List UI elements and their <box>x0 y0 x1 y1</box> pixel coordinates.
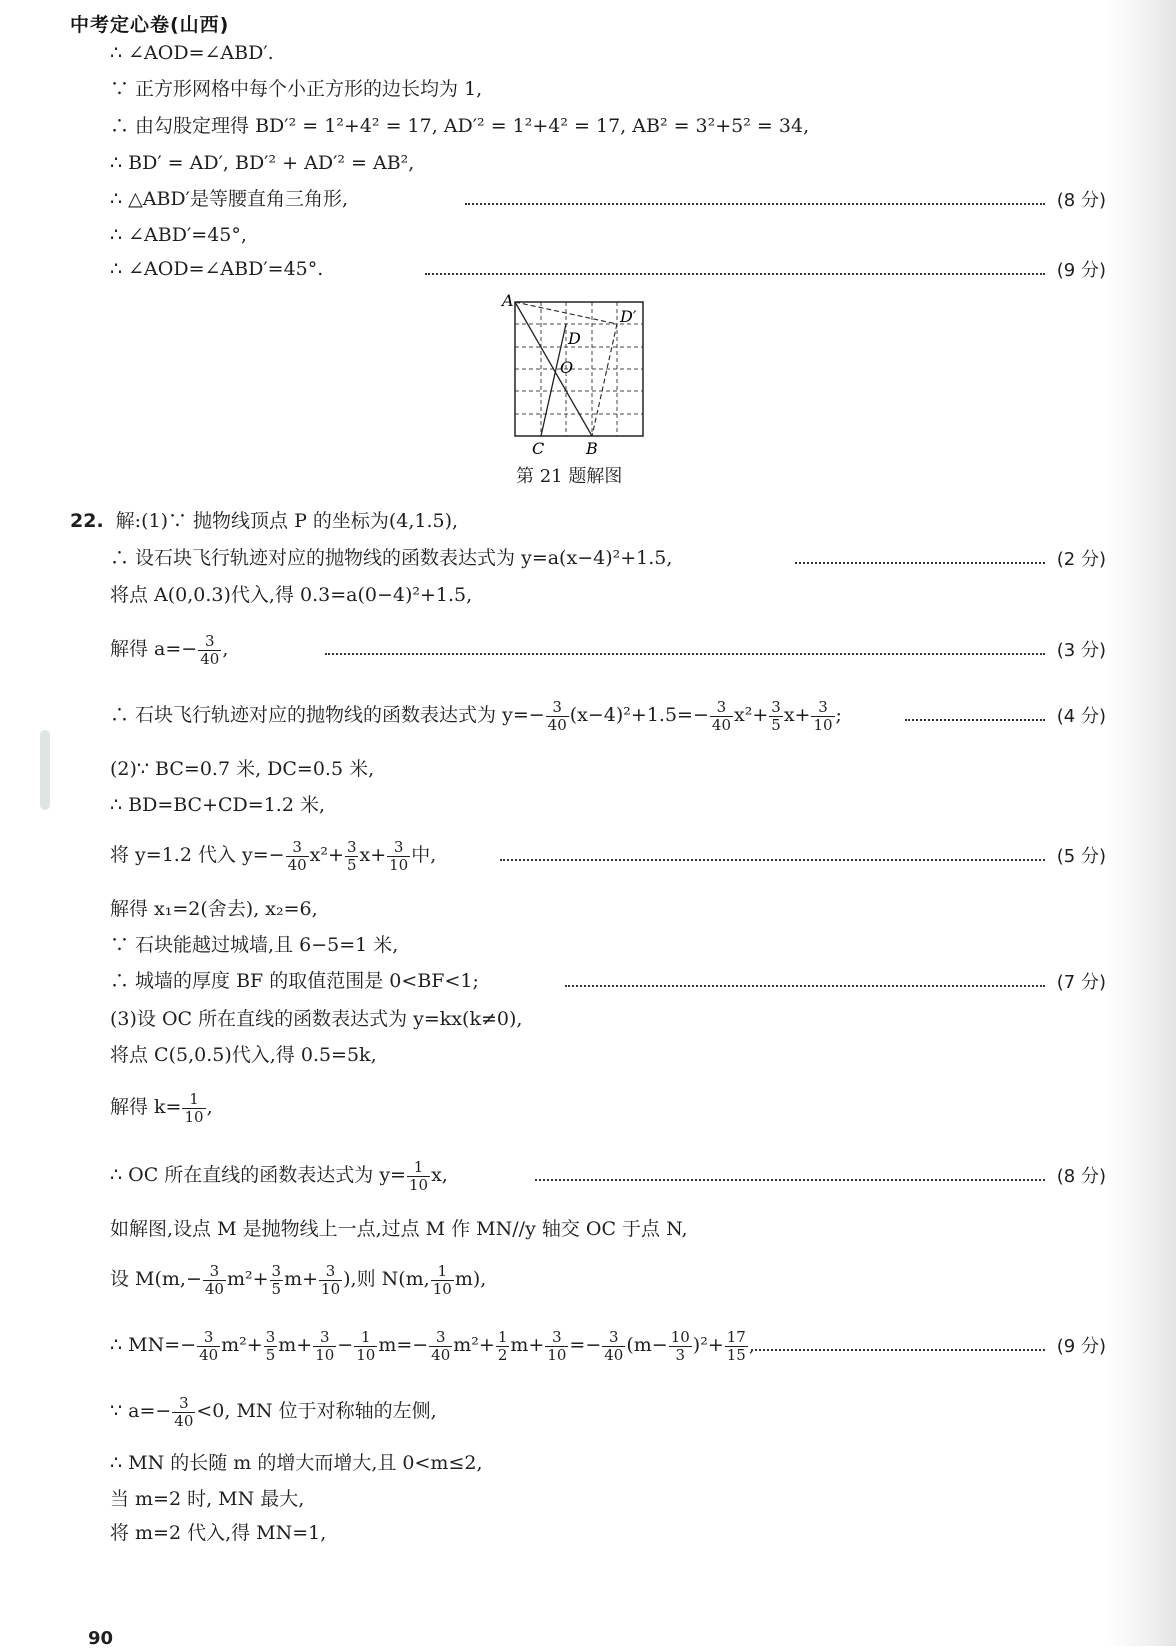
fraction-numerator: 3 <box>286 839 309 857</box>
fraction-denominator: 5 <box>346 855 357 874</box>
score-label: (5 分) <box>1056 846 1106 867</box>
solution-text: x+ <box>359 844 387 866</box>
solution-line: ∴ 设石块飞行轨迹对应的抛物线的函数表达式为 y=a(x−4)²+1.5, <box>110 547 673 569</box>
solution-text: ∴ MN=− <box>110 1334 197 1356</box>
solution-text: =− <box>569 1334 602 1356</box>
solution-line: 当 m=2 时, MN 最大, <box>110 1488 305 1510</box>
fraction-numerator: 1 <box>497 1327 508 1346</box>
point-label-a: A <box>502 292 514 310</box>
solution-line: (3)设 OC 所在直线的函数表达式为 y=kx(k≠0), <box>110 1008 523 1030</box>
point-label-c: C <box>532 439 545 458</box>
solution-text: x²+ <box>309 844 344 866</box>
figure-caption: 第 21 题解图 <box>516 466 623 487</box>
fraction <box>387 839 410 874</box>
solution-line: ∴ 由勾股定理得 BD′² = 1²+4² = 17, AD′² = 1²+4² = 17, AB² = 3²+5² = 34, <box>110 115 810 137</box>
score-leader <box>776 545 1106 571</box>
solution-line: ∵ 石块能越过城墙,且 6−5=1 米, <box>110 934 399 956</box>
solution-line: 如解图,设点 M 是抛物线上一点,过点 M 作 MN//y 轴交 OC 于点 N, <box>110 1218 688 1240</box>
fraction-denominator: 40 <box>547 715 567 734</box>
fraction-denominator: 3 <box>675 1345 686 1364</box>
solution-line: (2)∵ BC=0.7 米, DC=0.5 米, <box>110 758 375 780</box>
fraction <box>545 1329 568 1364</box>
solution-text: m=− <box>378 1334 429 1356</box>
solution-text: m+ <box>284 1268 319 1290</box>
fraction <box>354 1329 377 1364</box>
dot-leader <box>425 263 1045 275</box>
point-label-d: D <box>568 329 581 348</box>
fraction-denominator: 5 <box>771 715 781 734</box>
solution-text: x+ <box>783 704 811 726</box>
fraction-denominator: 10 <box>432 1279 452 1298</box>
solution-line <box>110 1082 1106 1132</box>
solution-text: <0, MN 位于对称轴的左侧, <box>196 1400 437 1422</box>
fraction-numerator: 3 <box>346 837 357 856</box>
fraction-denominator: 10 <box>547 1345 567 1364</box>
fraction-denominator: 40 <box>431 1345 451 1364</box>
fraction-numerator: 3 <box>197 1329 220 1347</box>
solution-text: )²+ <box>692 1334 724 1356</box>
fraction-numerator: 3 <box>602 1329 625 1347</box>
fraction-denominator: 40 <box>711 715 731 734</box>
solution-text: , <box>206 1096 213 1118</box>
fraction-denominator: 40 <box>204 1279 224 1298</box>
score-leader <box>891 702 1106 728</box>
fraction-denominator: 5 <box>271 1279 282 1298</box>
solution-line: ∴ BD=BC+CD=1.2 米, <box>110 794 326 816</box>
solution-text: m²+ <box>453 1334 495 1356</box>
fraction <box>270 1263 284 1298</box>
solution-line <box>70 508 1106 534</box>
solution-text: (m− <box>626 1334 668 1356</box>
fraction-numerator: 3 <box>429 1329 452 1347</box>
fraction-numerator: 3 <box>771 697 781 716</box>
score-label: (9 分) <box>1056 260 1106 281</box>
fraction-numerator: 3 <box>319 1263 342 1281</box>
solution-text: m+ <box>278 1334 313 1356</box>
solution-text: 解得 a=− <box>110 638 198 660</box>
fraction-denominator: 40 <box>604 1345 624 1364</box>
score-label: (2 分) <box>1056 549 1106 570</box>
solution-line <box>110 1386 1106 1436</box>
solution-text: ; <box>835 704 842 726</box>
fraction <box>197 1329 220 1364</box>
fraction <box>669 1329 692 1364</box>
fraction <box>182 1091 205 1126</box>
solution-text: ∴ △ABD′是等腰直角三角形, <box>110 188 349 210</box>
fraction-denominator: 10 <box>321 1279 341 1298</box>
solution-text: ),则 N(m, <box>343 1268 430 1290</box>
fraction-denominator: 10 <box>389 855 409 874</box>
solution-line: ∴ BD′ = AD′, BD′² + AD′² = AB², <box>110 152 415 174</box>
solution-text: m+ <box>510 1334 545 1356</box>
fraction <box>203 1263 226 1298</box>
fraction <box>546 699 569 734</box>
fraction-numerator: 3 <box>198 633 221 651</box>
score-label: (7 分) <box>1056 972 1106 993</box>
fraction-denominator: 15 <box>726 1345 746 1364</box>
point-label-d-prime: D′ <box>620 307 637 326</box>
fraction-denominator: 5 <box>265 1345 276 1364</box>
fraction-numerator: 1 <box>407 1159 430 1177</box>
fraction-denominator: 10 <box>315 1345 335 1364</box>
solution-line: 将点 C(5,0.5)代入,得 0.5=5k, <box>110 1044 377 1066</box>
fraction <box>172 1395 195 1430</box>
solution-line: 将点 A(0,0.3)代入,得 0.3=a(0−4)²+1.5, <box>110 584 473 606</box>
solution-text: m²+ <box>221 1334 263 1356</box>
dot-leader <box>535 1169 1045 1181</box>
fraction <box>319 1263 342 1298</box>
solution-line <box>110 1254 1106 1304</box>
fraction-numerator: 1 <box>354 1329 377 1347</box>
solution-line: ∴ ∠AOD=∠ABD′. <box>110 42 274 64</box>
fraction-denominator: 10 <box>813 715 833 734</box>
solution-text: , <box>748 1334 755 1356</box>
solution-text: 解得 k= <box>110 1096 182 1118</box>
score-leader <box>516 1162 1106 1188</box>
question-number: 22. <box>70 510 104 532</box>
score-label: (4 分) <box>1056 706 1106 727</box>
solution-text: (x−4)²+1.5=− <box>569 704 709 726</box>
fraction <box>431 1263 454 1298</box>
score-leader <box>551 968 1106 994</box>
point-label-b: B <box>586 439 598 458</box>
score-label: (9 分) <box>1056 1336 1106 1357</box>
solution-text: − <box>337 1334 354 1356</box>
dot-leader <box>325 643 1045 655</box>
fraction-denominator: 10 <box>356 1345 376 1364</box>
score-leader <box>446 186 1106 212</box>
fraction-numerator: 3 <box>545 1329 568 1347</box>
score-label: (3 分) <box>1056 640 1106 661</box>
fraction-numerator: 1 <box>182 1091 205 1109</box>
fraction <box>407 1159 430 1194</box>
fraction-denominator: 40 <box>200 649 220 668</box>
fraction-numerator: 3 <box>710 699 733 717</box>
fraction <box>345 839 359 874</box>
fraction-denominator: 10 <box>408 1175 429 1194</box>
solution-text: m²+ <box>226 1268 269 1290</box>
fraction-numerator: 3 <box>271 1261 282 1280</box>
fraction <box>811 699 834 734</box>
fraction-numerator: 3 <box>811 699 834 717</box>
solution-line: ∴ ∠ABD′=45°, <box>110 224 247 246</box>
fraction-numerator: 1 <box>431 1263 454 1281</box>
fraction <box>286 839 309 874</box>
dot-leader <box>565 975 1045 987</box>
solution-text: 中, <box>411 844 437 866</box>
solution-line: 将 m=2 代入,得 MN=1, <box>110 1522 327 1544</box>
solution-text: x²+ <box>734 704 769 726</box>
fraction-denominator: 40 <box>174 1411 194 1430</box>
fraction-denominator: 40 <box>199 1345 219 1364</box>
point-label-o: O <box>560 358 574 377</box>
fraction <box>313 1329 336 1364</box>
page-number: 90 <box>88 1628 114 1649</box>
score-label: (8 分) <box>1056 190 1106 211</box>
binding-mark <box>40 730 50 810</box>
score-leader <box>736 1332 1106 1358</box>
dot-leader <box>795 552 1045 564</box>
solution-line: ∵ 正方形网格中每个小正方形的边长均为 1, <box>110 78 483 100</box>
page-edge-shadow <box>1106 0 1176 1646</box>
solution-text: 将 y=1.2 代入 y=− <box>110 844 285 866</box>
solution-line: ∴ ∠AOD=∠ABD′=45°. <box>110 258 324 280</box>
fraction <box>602 1329 625 1364</box>
fraction <box>769 699 783 734</box>
solution-text: 解:(1)∵ 抛物线顶点 P 的坐标为(4,1.5), <box>115 510 459 532</box>
fraction <box>710 699 733 734</box>
dot-leader <box>465 193 1045 205</box>
fraction <box>264 1329 278 1364</box>
dot-leader <box>755 1339 1045 1351</box>
dot-leader <box>500 849 1045 861</box>
score-leader <box>306 636 1106 662</box>
score-leader <box>386 256 1106 282</box>
score-leader <box>486 842 1106 868</box>
solution-text: m), <box>454 1268 487 1290</box>
fraction-numerator: 3 <box>546 699 569 717</box>
solution-text: ∴ OC 所在直线的函数表达式为 y= <box>110 1164 406 1186</box>
fraction-denominator: 2 <box>497 1345 508 1364</box>
fraction-denominator: 10 <box>184 1107 204 1126</box>
dot-leader <box>905 709 1045 721</box>
solution-text: ∴ 石块飞行轨迹对应的抛物线的函数表达式为 y=− <box>110 704 545 726</box>
fraction <box>198 633 221 668</box>
fraction-numerator: 3 <box>203 1263 226 1281</box>
solution-text: , <box>222 638 229 660</box>
solution-text: ∵ a=− <box>110 1400 172 1422</box>
fraction-numerator: 3 <box>172 1395 195 1413</box>
solution-text: 设 M(m,− <box>110 1268 202 1290</box>
fraction-numerator: 10 <box>670 1327 690 1346</box>
solution-text: x, <box>431 1164 448 1186</box>
solution-line: ∴ MN 的长随 m 的增大而增大,且 0<m≤2, <box>110 1452 483 1474</box>
grid-diagram <box>500 292 650 462</box>
fraction-denominator: 40 <box>287 855 307 874</box>
fraction-numerator: 3 <box>313 1329 336 1347</box>
page-header: 中考定心卷(山西) <box>70 14 230 36</box>
fraction <box>429 1329 452 1364</box>
solution-line: 解得 x₁=2(舍去), x₂=6, <box>110 898 318 920</box>
solution-line: ∴ 城墙的厚度 BF 的取值范围是 0<BF<1; <box>110 970 479 992</box>
fraction-numerator: 3 <box>265 1327 276 1346</box>
score-label: (8 分) <box>1056 1166 1106 1187</box>
fraction <box>496 1329 510 1364</box>
fraction-numerator: 17 <box>726 1327 746 1346</box>
fraction-numerator: 3 <box>387 839 410 857</box>
